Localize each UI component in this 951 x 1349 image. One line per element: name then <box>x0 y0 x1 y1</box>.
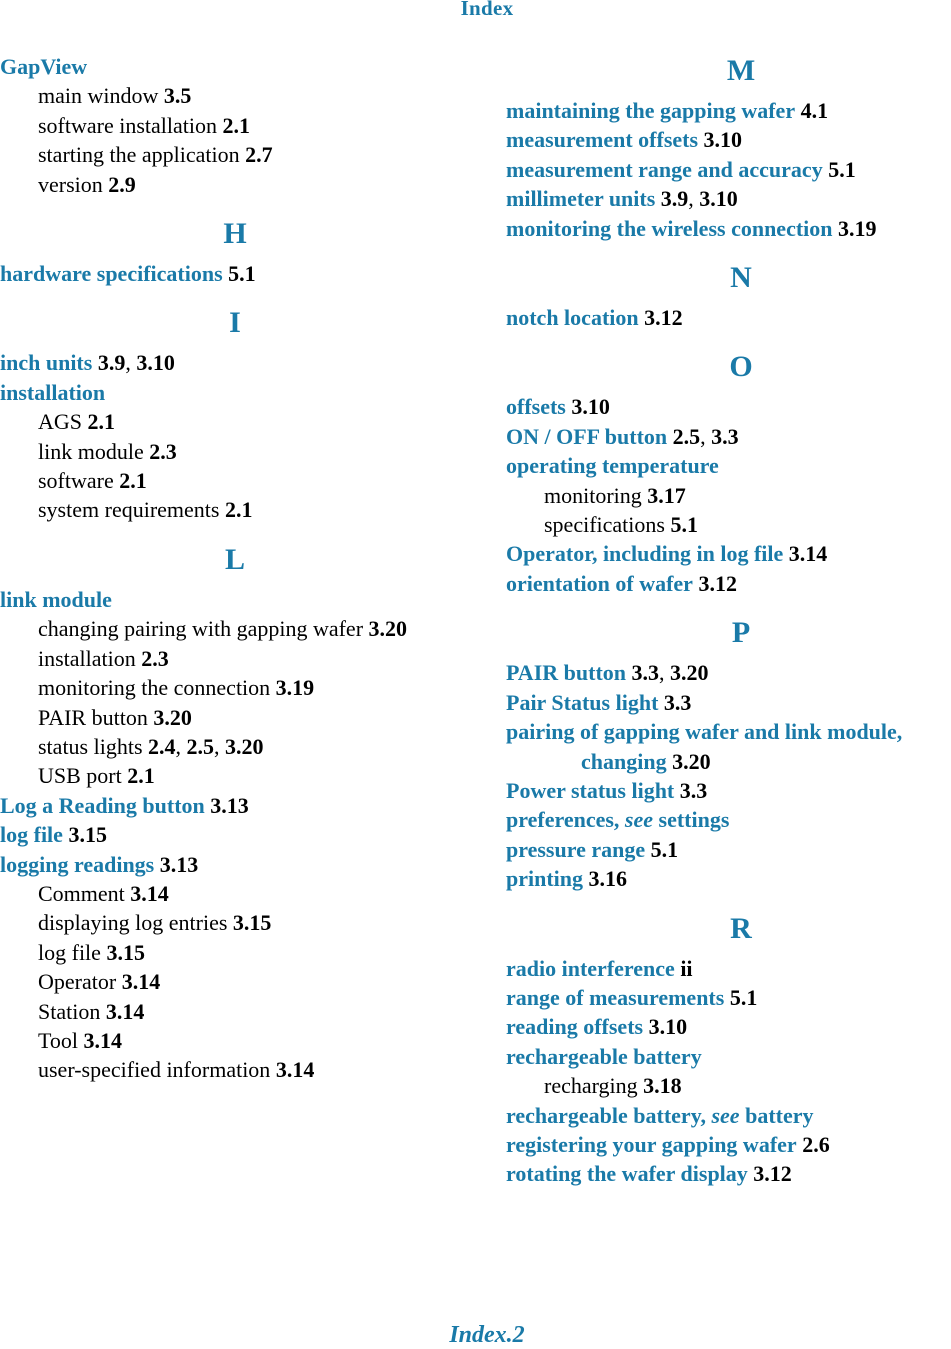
page-ref: 3.20 <box>672 748 711 774</box>
index-entry-continuation <box>506 747 951 776</box>
subentry-label: link module <box>38 438 144 464</box>
term-text: rechargeable battery, <box>506 1102 706 1128</box>
index-term: rotating the wafer display <box>506 1161 748 1187</box>
index-term: registering your gapping wafer <box>506 1131 797 1157</box>
index-entry <box>0 378 470 407</box>
index-term: operating temperature <box>506 453 719 479</box>
index-term: Pair Status light <box>506 689 659 715</box>
index-entry <box>506 1159 951 1188</box>
page-ref: 3.13 <box>210 792 249 818</box>
index-subentry <box>0 732 470 761</box>
subentry-label: installation <box>38 645 136 671</box>
page-ref: 3.15 <box>232 910 272 936</box>
index-term: pressure range <box>506 836 646 862</box>
page-ref: 5.1 <box>828 156 856 182</box>
page-ref: 2.3 <box>149 438 177 464</box>
index-entry <box>0 850 470 879</box>
page-ref: 3.14 <box>105 998 145 1024</box>
ref-separator: , <box>125 350 131 376</box>
index-term: pairing of gapping wafer and link module, <box>506 719 903 745</box>
index-term: ON / OFF button <box>506 423 668 449</box>
index-term: monitoring the wireless connection <box>506 215 833 241</box>
index-term: measurement offsets <box>506 127 699 153</box>
subentry-label: Operator <box>38 969 117 995</box>
see-reference: see <box>624 807 654 833</box>
index-entry <box>506 717 951 746</box>
page-ref: 5.1 <box>670 512 698 538</box>
subentry-label: software installation <box>38 112 218 138</box>
index-entry <box>506 451 951 480</box>
index-term: changing <box>581 748 667 774</box>
page-ref: 2.5 <box>672 423 701 449</box>
index-entry <box>506 1042 951 1071</box>
index-term: reading offsets <box>506 1014 644 1040</box>
term-text: settings <box>658 807 730 833</box>
subentry-label: log file <box>38 939 101 965</box>
index-term: log file <box>0 822 63 848</box>
index-entry <box>506 954 951 983</box>
section-letter-l: L <box>224 542 245 576</box>
index-entry <box>506 125 951 154</box>
page-ref: 2.4 <box>148 733 176 759</box>
index-term: measurement range and accuracy <box>506 156 823 182</box>
index-entry <box>506 658 951 687</box>
page-ref: 3.20 <box>153 704 192 730</box>
page-ref: 3.20 <box>670 660 709 686</box>
index-term <box>506 1103 814 1128</box>
index-subentry <box>0 997 470 1026</box>
ref-separator: , <box>175 733 182 759</box>
index-term: offsets <box>506 394 566 420</box>
index-entry <box>506 983 951 1012</box>
page-ref: 3.20 <box>368 616 408 642</box>
term-text: preferences, <box>506 807 620 833</box>
page-ref: 3.9 <box>660 186 689 212</box>
subentry-label: status lights <box>38 733 143 759</box>
index-term: radio interference <box>506 955 675 981</box>
page-ref: 3.3 <box>711 423 739 449</box>
index-entry <box>506 569 951 598</box>
index-subentry <box>0 111 470 140</box>
subentry-label: Comment <box>38 880 125 906</box>
index-subentry <box>0 407 470 436</box>
section-letter-o: O <box>729 350 753 384</box>
page-ref: 4.1 <box>800 98 829 123</box>
page-ref: 3.9 <box>97 350 126 376</box>
index-subentry <box>0 140 470 169</box>
index-term: PAIR button <box>506 660 627 686</box>
index-subentry <box>0 466 470 495</box>
page-ref: 2.1 <box>127 763 155 789</box>
index-term: installation <box>0 379 106 405</box>
page-ref: 2.1 <box>87 409 116 435</box>
page-ref: 3.12 <box>644 305 683 331</box>
ref-separator: , <box>700 423 706 449</box>
index-entry <box>506 422 951 451</box>
subentry-label: software <box>38 468 114 494</box>
page-ref: 3.15 <box>68 822 107 848</box>
index-subentry <box>0 1055 470 1084</box>
page-ref: 3.14 <box>788 541 828 567</box>
page-ref: 3.3 <box>663 689 692 715</box>
subentry-label: recharging <box>544 1073 638 1099</box>
index-term: Power status light <box>506 777 675 803</box>
index-term: Operator, including in log file <box>506 541 784 567</box>
index-entry <box>506 184 951 213</box>
index-subentry <box>0 644 470 673</box>
index-entry <box>0 259 470 288</box>
subentry-label: displaying log entries <box>38 910 228 936</box>
page-ref: 3.10 <box>703 127 743 153</box>
index-right-column <box>506 53 951 1189</box>
page-header-title: Index <box>460 0 514 20</box>
page-ref: 3.10 <box>136 350 175 376</box>
subentry-label: PAIR button <box>38 704 148 730</box>
page-ref: 2.6 <box>802 1131 830 1157</box>
page-ref: 2.1 <box>119 468 147 494</box>
page-ref: 2.1 <box>224 497 253 523</box>
subentry-label: Tool <box>38 1027 79 1053</box>
index-term: rechargeable battery <box>506 1043 702 1069</box>
index-entry <box>506 539 951 568</box>
index-entry <box>0 791 470 820</box>
page-ref: 3.14 <box>121 969 161 995</box>
index-subentry <box>0 673 470 702</box>
page-ref: 3.14 <box>130 880 169 906</box>
subentry-label: changing pairing with gapping wafer <box>38 616 364 642</box>
subentry-label: version <box>38 171 103 197</box>
section-letter-p: P <box>731 616 751 650</box>
subentry-label: USB port <box>38 763 122 789</box>
page-ref: 3.19 <box>838 215 877 241</box>
index-subentry <box>506 481 951 510</box>
page-ref: 3.18 <box>643 1073 682 1099</box>
page-ref: 3.20 <box>225 733 264 759</box>
index-term: notch location <box>506 305 639 331</box>
index-entry <box>0 348 470 377</box>
index-subentry <box>0 1026 470 1055</box>
page-ref: 2.1 <box>222 112 251 138</box>
index-subentry <box>0 938 470 967</box>
index-entry <box>506 1130 951 1159</box>
ref-separator: , <box>214 733 220 759</box>
index-entry <box>506 835 951 864</box>
section-letter-i: I <box>229 306 241 340</box>
subentry-label: starting the application <box>38 142 240 168</box>
page-ref: 2.5 <box>186 733 215 759</box>
index-subentry <box>0 761 470 790</box>
index-entry <box>506 776 951 805</box>
page-ref: 2.7 <box>245 142 273 168</box>
section-letter-m: M <box>726 54 756 87</box>
index-subentry <box>506 510 951 539</box>
subentry-label: Station <box>38 998 101 1024</box>
index-entry <box>0 52 470 81</box>
index-term: maintaining the gapping wafer <box>506 98 796 123</box>
index-term: printing <box>506 866 584 892</box>
index-subentry <box>0 967 470 996</box>
page-ref: 3.17 <box>647 482 686 508</box>
page-ref: 3.10 <box>699 186 738 212</box>
index-term: inch units <box>0 350 93 376</box>
index-entry <box>506 303 951 332</box>
page-ref: 3.14 <box>83 1027 123 1053</box>
page-footer-number: Index.2 <box>449 1322 525 1348</box>
page-ref: 3.5 <box>163 83 192 109</box>
page-ref: 3.12 <box>753 1161 792 1187</box>
index-entry <box>0 820 470 849</box>
page-ref: 3.3 <box>631 660 660 686</box>
index-entry <box>506 96 951 125</box>
index-term: GapView <box>0 54 88 79</box>
page-ref: 3.13 <box>159 851 199 877</box>
page-ref: 3.10 <box>648 1014 688 1040</box>
index-subentry <box>0 614 470 643</box>
page-ref: 5.1 <box>228 261 256 287</box>
index-subentry <box>0 495 470 524</box>
section-letter-n: N <box>730 261 752 295</box>
page-ref: 5.1 <box>729 984 758 1010</box>
term-text: battery <box>745 1102 814 1128</box>
page-ref: 3.19 <box>275 675 315 701</box>
section-letter-h: H <box>223 217 247 251</box>
index-entry <box>0 585 470 614</box>
index-entry <box>506 864 951 893</box>
page-ref: 2.9 <box>108 171 136 197</box>
page-ref: 3.12 <box>698 570 737 596</box>
index-term: orientation of wafer <box>506 570 693 596</box>
index-entry <box>506 155 951 184</box>
page-ref: 3.3 <box>679 777 708 803</box>
page-ref: 2.3 <box>141 645 169 671</box>
index-subentry <box>0 170 470 199</box>
index-subentry <box>0 879 470 908</box>
index-entry <box>506 1101 951 1130</box>
index-subentry <box>506 1071 951 1100</box>
index-term <box>506 807 729 832</box>
index-subentry <box>0 437 470 466</box>
index-subentry <box>0 908 470 937</box>
subentry-label: monitoring <box>544 482 642 508</box>
page-ref: 5.1 <box>650 836 679 862</box>
index-left-column <box>0 52 470 1085</box>
index-entry <box>506 214 951 243</box>
index-term: link module <box>0 586 112 612</box>
page-ref: 3.10 <box>571 394 610 420</box>
page-ref: ii <box>680 955 693 981</box>
index-entry <box>506 392 951 421</box>
index-entry <box>506 805 951 834</box>
ref-separator: , <box>688 186 694 212</box>
page-ref: 3.14 <box>275 1057 315 1083</box>
index-term: Log a Reading button <box>0 792 205 818</box>
see-reference: see <box>711 1102 740 1128</box>
page-ref: 3.15 <box>106 939 145 965</box>
subentry-label: user-specified information <box>38 1057 271 1083</box>
index-term: logging readings <box>0 851 155 877</box>
subentry-label: system requirements <box>38 497 220 523</box>
section-letter-r: R <box>730 911 752 945</box>
index-term: range of measurements <box>506 984 725 1010</box>
subentry-label: specifications <box>544 512 665 538</box>
subentry-label: AGS <box>38 409 83 435</box>
index-entry <box>506 688 951 717</box>
index-subentry <box>0 81 470 110</box>
ref-separator: , <box>659 660 665 686</box>
page-ref: 3.16 <box>588 866 628 892</box>
index-entry <box>506 1012 951 1041</box>
subentry-label: monitoring the connection <box>38 675 271 701</box>
index-term: millimeter units <box>506 186 656 212</box>
index-subentry <box>0 703 470 732</box>
subentry-label: main window <box>38 83 159 109</box>
index-term: hardware specifications <box>0 261 223 287</box>
